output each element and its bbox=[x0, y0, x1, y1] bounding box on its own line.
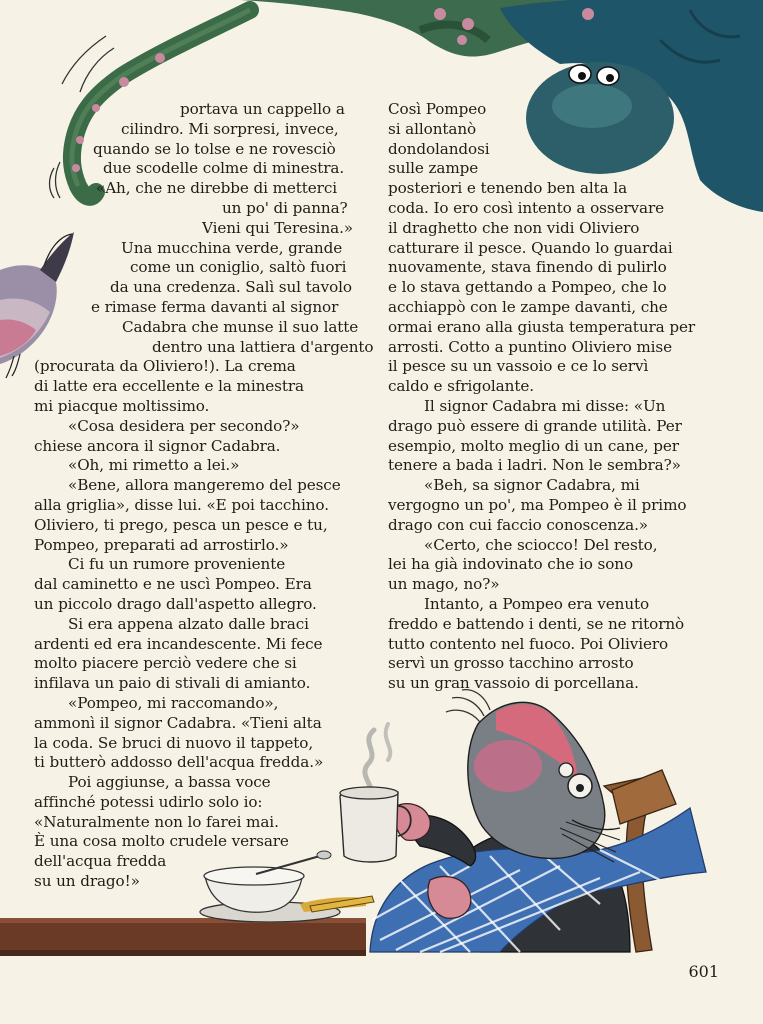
text-line: Il signor Cadabra mi disse: «Un bbox=[424, 396, 666, 415]
text-line: drago con cui faccio conoscenza.» bbox=[388, 515, 648, 534]
text-line: esempio, molto meglio di un cane, per bbox=[388, 436, 679, 455]
text-line: su un gran vassoio di porcellana. bbox=[388, 674, 639, 693]
text-line: servì un grosso tacchino arrosto bbox=[388, 654, 634, 673]
text-line: alla griglia», disse lui. «E poi tacchino. bbox=[34, 495, 329, 514]
text-line: ammonì il signor Cadabra. «Tieni alta bbox=[34, 713, 322, 732]
text-line: coda. Io ero così intento a osservare bbox=[388, 198, 665, 217]
text-line: «Beh, sa signor Cadabra, mi bbox=[424, 476, 640, 495]
text-line: arrosti. Cotto a puntino Oliviero mise bbox=[388, 337, 673, 356]
text-line: un mago, no?» bbox=[388, 575, 500, 594]
text-line: «Certo, che sciocco! Del resto, bbox=[424, 535, 658, 554]
text-line: dal caminetto e ne uscì Pompeo. Era bbox=[34, 575, 312, 594]
table-illustration bbox=[0, 918, 366, 956]
text-line: freddo e battendo i denti, se ne ritornò bbox=[388, 614, 685, 633]
text-line: Una mucchina verde, grande bbox=[121, 238, 343, 257]
text-line: Pompeo, preparati ad arrostirlo.» bbox=[34, 535, 289, 554]
text-line: Cadabra che munse il suo latte bbox=[122, 317, 359, 336]
text-line: e rimase ferma davanti al signor bbox=[91, 297, 339, 316]
text-line: affinché potessi udirlo solo io: bbox=[34, 792, 263, 811]
text-line: molto piacere perciò vedere che si bbox=[34, 654, 297, 673]
text-line: «Bene, allora mangeremo del pesce bbox=[68, 476, 341, 495]
left-text-column bbox=[0, 100, 372, 892]
text-line: il pesce su un vassoio e ce lo servì bbox=[388, 357, 649, 376]
text-line: vergogno un po', ma Pompeo è il primo bbox=[388, 495, 687, 514]
text-line: e lo stava gettando a Pompeo, che lo bbox=[388, 278, 667, 297]
text-line: nuovamente, stava finendo di pulirlo bbox=[388, 258, 667, 277]
text-line: un po' di panna? bbox=[222, 198, 348, 217]
text-line: Così Pompeo bbox=[388, 100, 487, 118]
text-line: È una cosa molto crudele versare bbox=[34, 832, 289, 851]
text-line: Intanto, a Pompeo era venuto bbox=[424, 594, 650, 613]
text-line: Poi aggiunse, a bassa voce bbox=[68, 773, 271, 792]
text-line: cilindro. Mi sorpresi, invece, bbox=[121, 119, 339, 138]
text-line: di latte era eccellente e la minestra bbox=[34, 377, 304, 396]
text-line: tutto contento nel fuoco. Poi Oliviero bbox=[388, 634, 669, 653]
text-line: il draghetto che non vidi Oliviero bbox=[388, 218, 640, 237]
text-line: drago può essere di grande utilità. Per bbox=[388, 416, 682, 435]
text-line: «Pompeo, mi raccomando», bbox=[68, 693, 279, 712]
text-line: caldo e sfrigolante. bbox=[388, 377, 534, 396]
text-line: «Naturalmente non lo farei mai. bbox=[34, 812, 279, 831]
text-line: «Cosa desidera per secondo?» bbox=[68, 416, 300, 435]
right-text-column bbox=[388, 100, 728, 694]
text-line: Ci fu un rumore proveniente bbox=[68, 555, 286, 574]
text-line: infilava un paio di stivali di amianto. bbox=[34, 674, 311, 693]
text-line: catturare il pesce. Quando lo guardai bbox=[388, 238, 673, 257]
text-line: (procurata da Oliviero!). La crema bbox=[34, 357, 296, 376]
text-line: portava un cappello a bbox=[180, 100, 345, 118]
text-line: tenere a bada i ladri. Non le sembra?» bbox=[388, 456, 681, 475]
text-line: due scodelle colme di minestra. bbox=[103, 159, 345, 178]
text-line: dentro una lattiera d'argento bbox=[152, 337, 374, 356]
text-line: da una credenza. Salì sul tavolo bbox=[110, 278, 352, 297]
text-line: mi piacque moltissimo. bbox=[34, 396, 210, 415]
text-line: quando se lo tolse e ne rovesciò bbox=[93, 139, 336, 158]
text-line: un piccolo drago dall'aspetto allegro. bbox=[34, 594, 317, 613]
text-line: su un drago!» bbox=[34, 872, 140, 891]
text-line: si allontanò bbox=[388, 119, 477, 138]
text-line: chiese ancora il signor Cadabra. bbox=[34, 436, 281, 455]
text-line: «Ah, che ne direbbe di metterci bbox=[96, 179, 337, 198]
text-line: lei ha già indovinato che io sono bbox=[388, 555, 634, 574]
text-line: la coda. Se bruci di nuovo il tappeto, bbox=[34, 733, 314, 752]
text-line: posteriori e tenendo ben alta la bbox=[388, 179, 628, 198]
text-line: Oliviero, ti prego, pesca un pesce e tu, bbox=[34, 515, 328, 534]
text-line: Si era appena alzato dalle braci bbox=[68, 614, 309, 633]
text-line: Vieni qui Teresina.» bbox=[202, 218, 353, 237]
text-line: acchiappò con le zampe davanti, che bbox=[388, 297, 668, 316]
text-line: ti butterò addosso dell'acqua fredda.» bbox=[34, 753, 324, 772]
text-line: sulle zampe bbox=[388, 159, 479, 178]
page-number: 601 bbox=[688, 962, 719, 981]
text-line: come un coniglio, saltò fuori bbox=[130, 258, 347, 277]
text-line: dondolandosi bbox=[388, 139, 490, 158]
text-line: dell'acqua fredda bbox=[34, 852, 167, 871]
text-line: ardenti ed era incandescente. Mi fece bbox=[34, 634, 323, 653]
text-line: ormai erano alla giusta temperatura per bbox=[388, 317, 696, 336]
text-line: «Oh, mi rimetto a lei.» bbox=[68, 456, 240, 475]
